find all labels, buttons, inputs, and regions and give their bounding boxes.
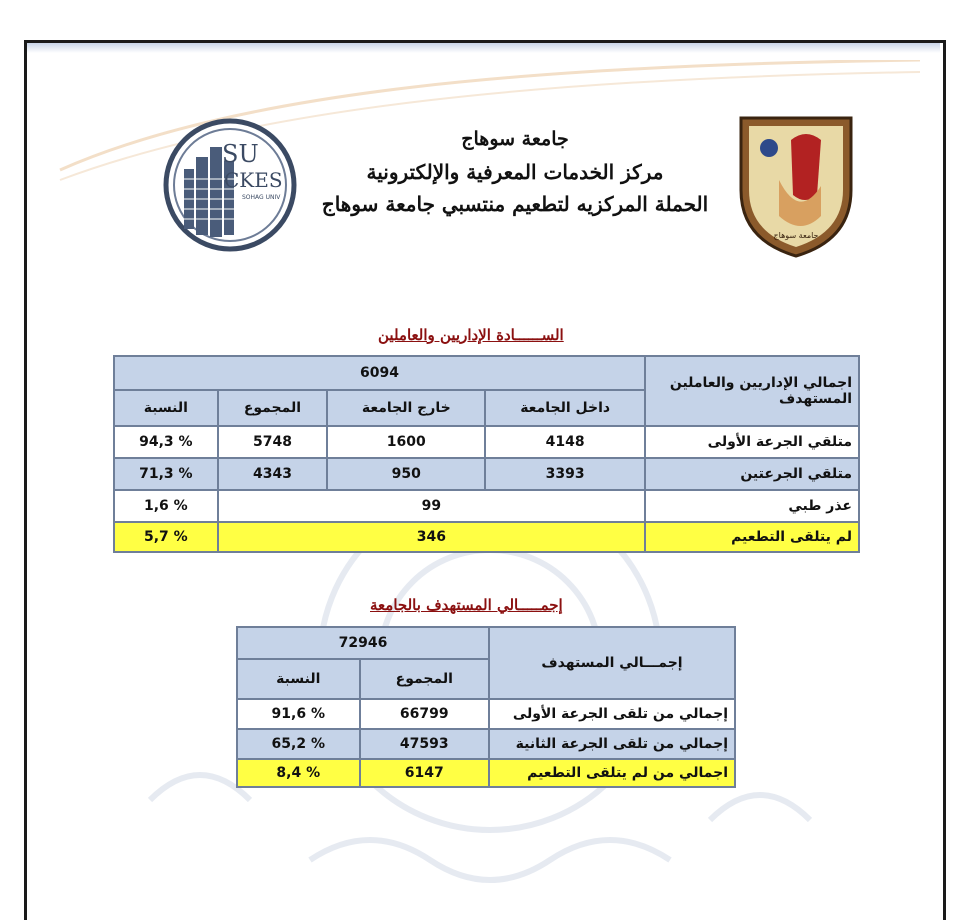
cell-outside: 950 (327, 458, 485, 490)
col-ratio-header: النسبة (114, 390, 218, 426)
svg-text:SOHAG UNIV: SOHAG UNIV (242, 194, 281, 201)
staff-target-label: اجمالي الإداريين والعاملين المستهدف (645, 356, 859, 426)
staff-target-total: 6094 (114, 356, 645, 390)
document-header (320, 128, 710, 216)
cell-outside: 1600 (327, 426, 485, 458)
svg-text:جامعة سوهاج: جامعة سوهاج (773, 231, 819, 240)
row-label: متلقي الجرعتين (645, 458, 859, 490)
row-label: لم يتلقى التطعيم (645, 522, 859, 552)
cell-inside: 4148 (485, 426, 645, 458)
col-total-header: المجموع (218, 390, 328, 426)
cell-total: 6147 (360, 759, 489, 787)
cell-ratio: % 94,3 (114, 426, 218, 458)
cell-total: 4343 (218, 458, 328, 490)
cell-ratio: % 91,6 (237, 699, 360, 729)
center-name: مركز الخدمات المعرفية والإلكترونية (366, 160, 664, 184)
cell-ratio: % 1,6 (114, 490, 218, 522)
cell-total: 47593 (360, 729, 489, 759)
staff-table (113, 355, 860, 553)
cell-merged: 346 (218, 522, 645, 552)
col-outside-header: خارج الجامعة (327, 390, 485, 426)
table-row (237, 759, 735, 787)
suckes-logo (162, 117, 298, 253)
row-label: متلقي الجرعة الأولى (645, 426, 859, 458)
row-label: إجمالي من تلقى الجرعة الأولى (489, 699, 735, 729)
cell-total: 5748 (218, 426, 328, 458)
cell-inside: 3393 (485, 458, 645, 490)
university-name: جامعة سوهاج (461, 128, 569, 150)
university-target-label: إجمـــالي المستهدف (489, 627, 735, 699)
table-row (237, 729, 735, 759)
col-total-header: المجموع (360, 659, 489, 699)
cell-ratio: % 71,3 (114, 458, 218, 490)
row-label: اجمالي من لم يتلقى التطعيم (489, 759, 735, 787)
table-row (114, 490, 859, 522)
table-row (114, 458, 859, 490)
row-label: إجمالي من تلقى الجرعة الثانية (489, 729, 735, 759)
university-section-title: إجمـــــالي المستهدف بالجامعة (370, 596, 563, 614)
table-row (237, 699, 735, 729)
svg-text:CKES: CKES (224, 168, 283, 192)
col-ratio-header: النسبة (237, 659, 360, 699)
frame-shadow (27, 43, 940, 53)
table-row (114, 426, 859, 458)
svg-text:SU: SU (222, 140, 259, 168)
staff-section-title: الســــــادة الإداريين والعاملين (378, 326, 564, 344)
col-inside-header: داخل الجامعة (485, 390, 645, 426)
row-label: عذر طبي (645, 490, 859, 522)
cell-ratio: % 65,2 (237, 729, 360, 759)
table-row (114, 522, 859, 552)
cell-total: 66799 (360, 699, 489, 729)
campaign-title: الحملة المركزيه لتطعيم منتسبي جامعة سوهاج (321, 192, 709, 216)
cell-ratio: % 5,7 (114, 522, 218, 552)
university-target-total: 72946 (237, 627, 489, 659)
cell-ratio: % 8,4 (237, 759, 360, 787)
sohag-university-logo (731, 110, 861, 260)
cell-merged: 99 (218, 490, 645, 522)
university-table (236, 626, 736, 788)
